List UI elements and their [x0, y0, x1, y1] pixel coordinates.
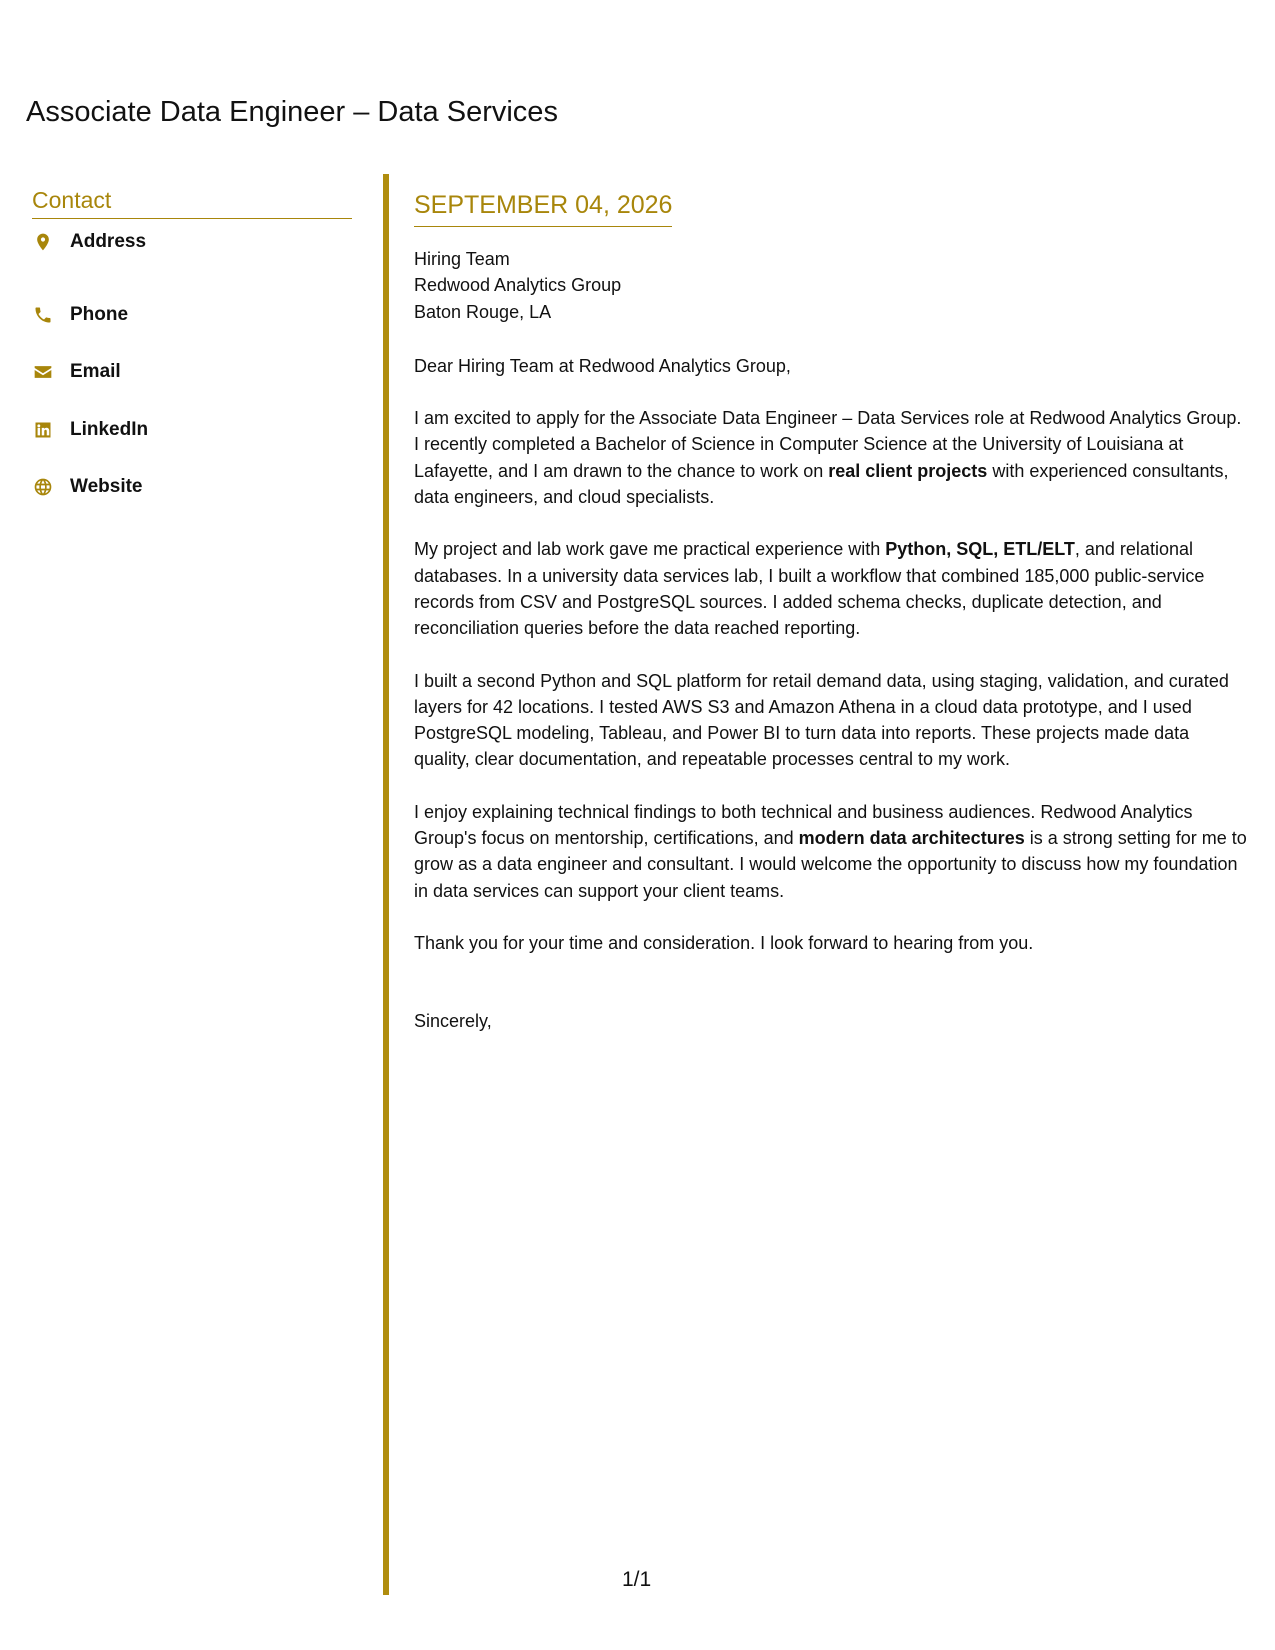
contact-heading: Contact: [32, 186, 352, 219]
contact-label-website: Website: [70, 476, 143, 498]
recipient-line: Hiring Team: [414, 249, 510, 269]
contact-item-website: [32, 459, 352, 517]
linkedin-icon: [32, 419, 54, 441]
map-pin-icon: [32, 231, 54, 253]
contact-label-address: Address: [70, 231, 147, 252]
globe-icon: [32, 476, 54, 498]
document-title: Associate Data Engineer – Data Services: [26, 96, 558, 128]
column-divider: [383, 174, 389, 1595]
paragraph-5: Thank you for your time and consideration. I look forward to hearing from you.: [414, 932, 1034, 953]
letter-date: SEPTEMBER 04, 2026: [414, 190, 672, 227]
bold-phrase: real client projects: [828, 460, 988, 481]
bold-phrase: modern data architectures: [798, 828, 1025, 849]
contact-label-linkedin: LinkedIn: [70, 418, 149, 440]
paragraph-1: I am excited to apply for the Associate Data Engineer – Data Services role at Redwood Analytics Group. I recently completed a Bachelor of Science in Computer Science at the University of Louisiana at Lafayette, and I am drawn to the chance to work on real client projects with experienced consultants, data engineers, and cloud specialists.: [414, 408, 1242, 508]
bold-phrase: Python, SQL, ETL/ELT: [885, 539, 1075, 560]
phone-icon: [32, 304, 54, 326]
contact-label-email: Email: [70, 361, 121, 383]
contact-item-address: [32, 229, 352, 255]
contact-list: [32, 229, 352, 516]
contact-label-phone: Phone: [70, 303, 129, 325]
envelope-icon: [32, 361, 54, 383]
paragraph-4: I enjoy explaining technical findings to both technical and business audiences. Redwood Analytics Group's focus on mentorship, certifications, and modern data architectures is a strong setting for me to grow as a data engineer and consultant. I would welcome the opportunity to discuss how my foundation in data services can support your client teams.: [414, 801, 1247, 901]
paragraph-3: I built a second Python and SQL platform for retail demand data, using staging, validation, and curated layers for 42 locations. I tested AWS S3 and Amazon Athena in a cloud data prototype, and I used PostgreSQL modeling, Tableau, and Power BI to turn data into reports. These projects made data quality, clear documentation, and repeatable processes central to my work.: [414, 670, 1229, 770]
salutation: Dear Hiring Team at Redwood Analytics Group,: [414, 355, 791, 376]
page-number: 1/1: [622, 1568, 652, 1591]
recipient-line: Redwood Analytics Group: [414, 275, 622, 296]
contact-item-phone: [32, 286, 352, 344]
letter-body: [414, 190, 1249, 1035]
recipient-line: Baton Rouge, LA: [414, 301, 552, 322]
contact-item-email: [32, 344, 352, 402]
paragraph-2: My project and lab work gave me practical experience with Python, SQL, ETL/ELT, and relational databases. In a university data services lab, I built a workflow that combined 185,000 public-service records from CSV and PostgreSQL sources. I added schema checks, duplicate detection, and reconciliation queries before the data reached reporting.: [414, 539, 1205, 639]
contact-item-linkedin: [32, 401, 352, 459]
recipient-block: [414, 246, 1249, 325]
closing: Sincerely,: [414, 1011, 492, 1032]
contact-sidebar: [32, 186, 352, 516]
